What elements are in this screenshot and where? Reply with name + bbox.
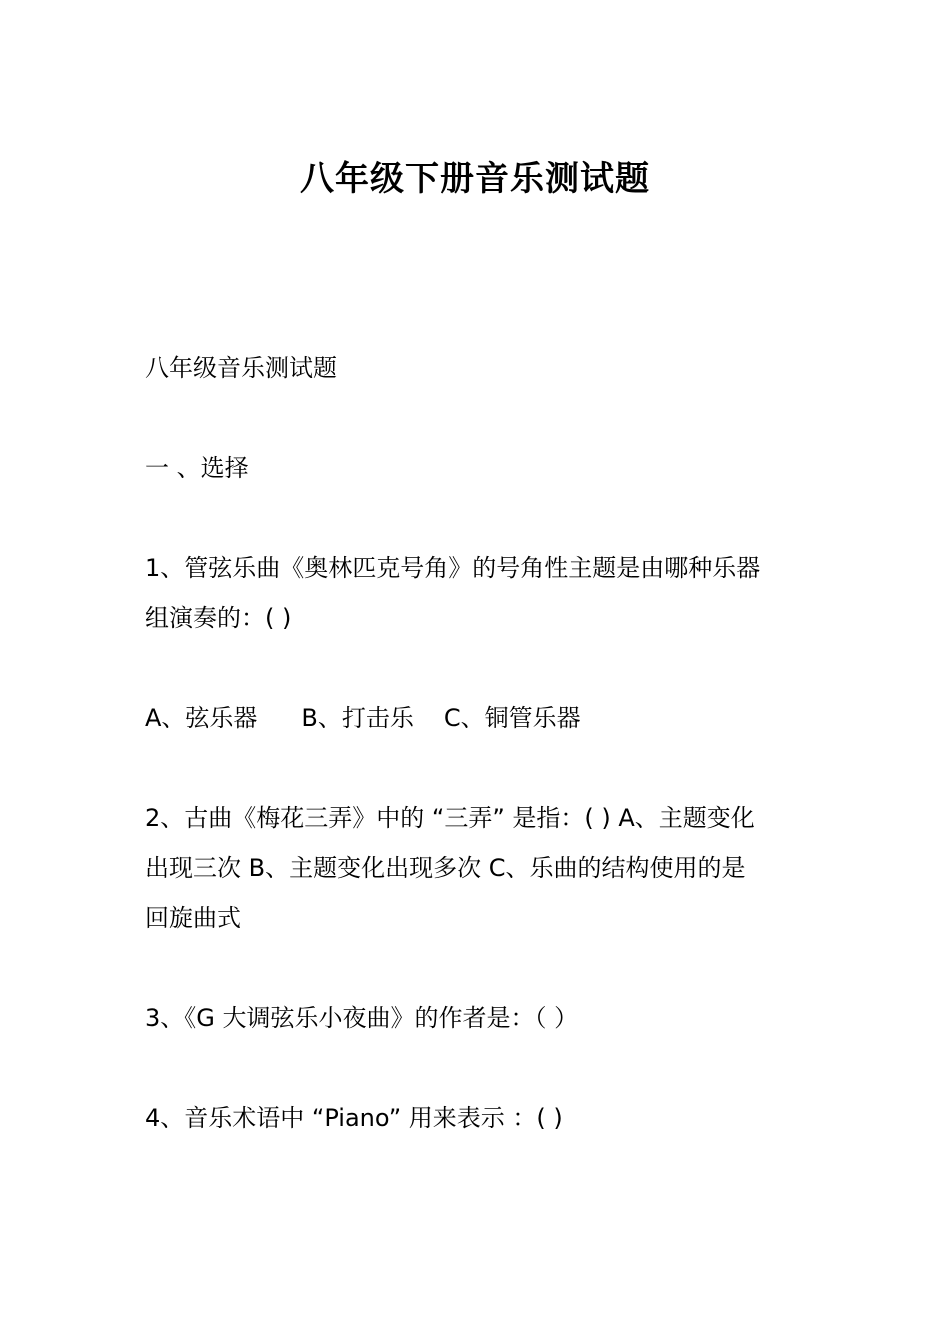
option-a: A、弦乐器: [145, 704, 258, 732]
document-title: 八年级下册音乐测试题: [300, 159, 650, 199]
section-heading: 一 、选择: [145, 454, 249, 482]
question-4: 4、音乐术语中 “Piano” 用来表示 ：( ): [145, 1104, 563, 1132]
question-1: [145, 543, 815, 643]
question-3: 3、《G 大调弦乐小夜曲》的作者是：（ ）: [145, 1004, 579, 1032]
option-c: C、铜管乐器: [443, 704, 581, 732]
option-b: B、打击乐: [301, 704, 414, 732]
question-2: [145, 793, 815, 943]
question-2-line-3: 回旋曲式: [145, 904, 241, 932]
question-1-line-1: 1、管弦乐曲《奥林匹克号角》的号角性主题是由哪种乐器: [145, 554, 761, 582]
question-2-line-2: 出现三次 B、主题变化出现多次 C、乐曲的结构使用的是: [145, 854, 746, 882]
question-1-options: [145, 693, 815, 743]
question-1-line-2: 组演奏的：( ): [145, 604, 292, 632]
question-2-line-1: 2、古曲《梅花三弄》中的 “三弄” 是指：( ) A、主题变化: [145, 804, 755, 832]
test-subtitle: 八年级音乐测试题: [145, 354, 337, 382]
